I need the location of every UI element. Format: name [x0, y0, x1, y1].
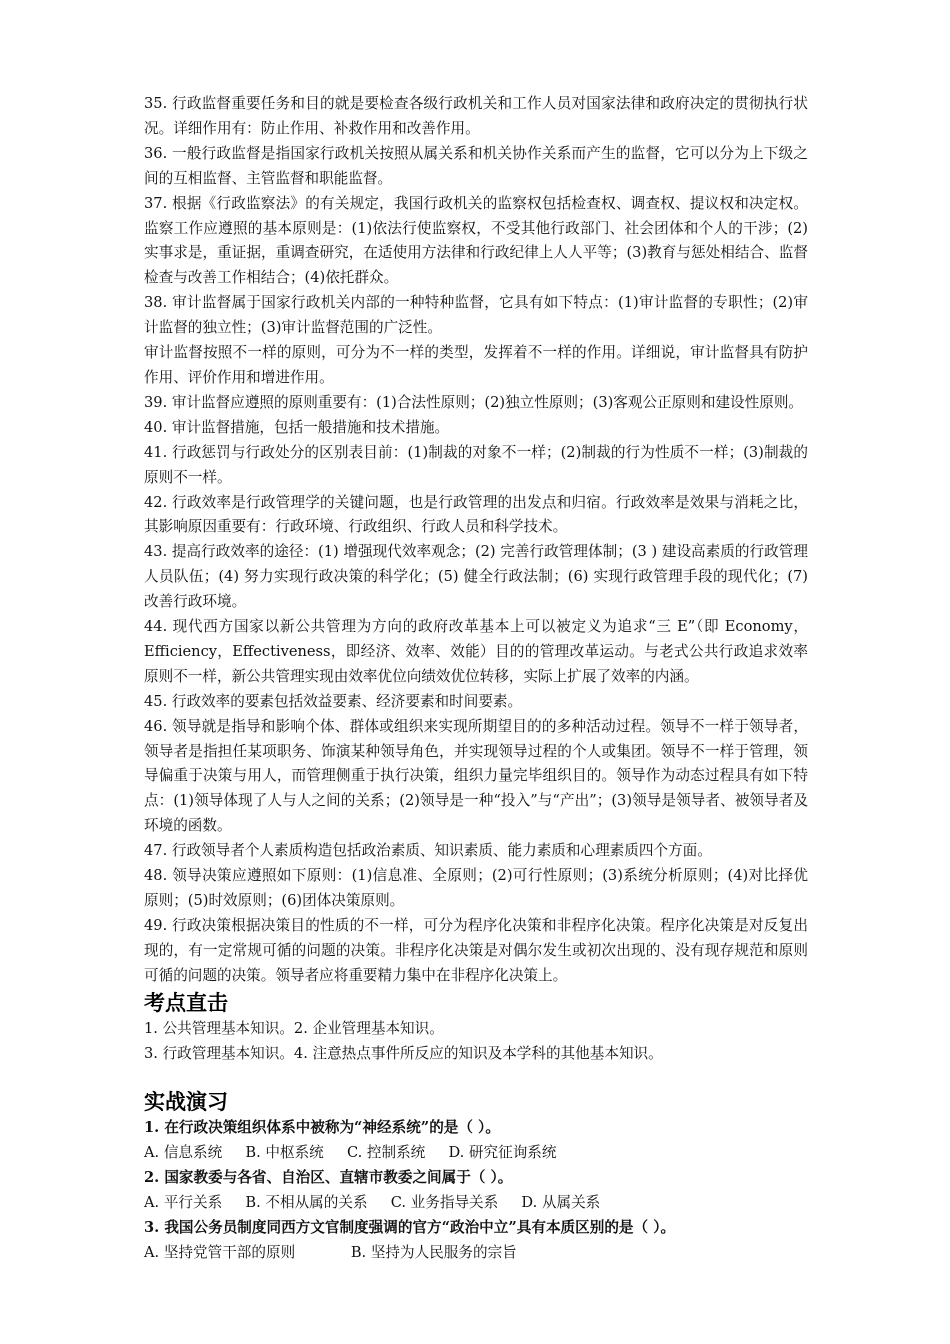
question-2-options: A. 平行关系 B. 不相从属的关系 C. 业务指导关系 D. 从属关系 — [144, 1194, 601, 1212]
paragraph-43: 43. 提高行政效率的途径：(1) 增强现代效率观念；(2) 完善行政管理体制；(3 ) 建设高素质的行政管理人员队伍；(4) 努力实现行政决策的科学化；(5) 健全行政法制；(6) 实现行政管理手段的现代化；(7) 改善行政环境。 — [144, 543, 808, 611]
paragraph-44: 44. 现代西方国家以新公共管理为方向的政府改革基本上可以被定义为追求“三 E”（即 Economy，Efficiency，Effectiveness，即经济、效率、效能）目的的管理改革运动。与老式公共行政追求效率原则不一样，新公共管理实现由效率优位向绩效优位转移，实际上扩展了效率的内涵。 — [144, 618, 808, 685]
paragraph-38-cont: 审计监督按照不一样的原则，可分为不一样的类型，发挥着不一样的作用。详细说，审计监督具有防护作用、评价作用和增进作用。 — [144, 344, 808, 386]
paragraph-49: 49. 行政决策根据决策目的性质的不一样，可分为程序化决策和非程序化决策。程序化决策是对反复出现的，有一定常规可循的问题的决策。非程序化决策是对偶尔发生或初次出现的、没有现存规范和原则可循的问题的决策。领导者应将重要精力集中在非程序化决策上。 — [144, 916, 808, 984]
document-page — [144, 92, 808, 1266]
paragraph-47: 47. 行政领导者个人素质构造包括政治素质、知识素质、能力素质和心理素质四个方面。 — [144, 842, 712, 860]
kaodian-line-1: 1. 公共管理基本知识。2. 企业管理基本知识。 — [144, 1019, 444, 1037]
paragraph-36: 36. 一般行政监督是指国家行政机关按照从属关系和机关协作关系而产生的监督，它可以分为上下级之间的互相监督、主管监督和职能监督。 — [144, 144, 808, 187]
paragraph-35: 35. 行政监督重要任务和目的就是要检查各级行政机关和工作人员对国家法律和政府决定的贯彻执行状况。详细作用有：防止作用、补救作用和改善作用。 — [144, 95, 808, 137]
paragraph-37: 37. 根据《行政监察法》的有关规定，我国行政机关的监察权包括检查权、调查权、提议权和决定权。监察工作应遵照的基本原则是：(1)依法行使监察权，不受其他行政部门、社会团体和个人的干涉；(2)实事求是，重证据，重调查研究，在适使用方法律和行政纪律上人人平等；(3)教育与惩处相结合、监督检查与改善工作相结合；(4)依托群众。 — [144, 194, 808, 287]
question-1: 1. 在行政决策组织体系中被称为“神经系统”的是（ ）。 — [144, 1119, 500, 1137]
paragraph-38: 38. 审计监督属于国家行政机关内部的一种特种监督，它具有如下特点：(1)审计监督的专职性；(2)审计监督的独立性；(3)审计监督范围的广泛性。 — [144, 294, 808, 337]
paragraph-45: 45. 行政效率的要素包括效益要素、经济要素和时间要素。 — [144, 692, 523, 710]
question-1-options: A. 信息系统 B. 中枢系统 C. 控制系统 D. 研究征询系统 — [144, 1144, 557, 1162]
question-2: 2. 国家教委与各省、自治区、直辖市教委之间属于（ ）。 — [144, 1169, 513, 1187]
paragraph-42: 42. 行政效率是行政管理学的关键问题，也是行政管理的出发点和归宿。行政效率是效果与消耗之比，其影响原因重要有：行政环境、行政组织、行政人员和科学技术。 — [144, 493, 808, 536]
question-3-options: A. 坚持党管干部的原则 B. 坚持为人民服务的宗旨 — [144, 1243, 517, 1261]
section-heading-shizhan: 实战演习 — [144, 1090, 228, 1115]
section-heading-kaodian: 考点直击 — [144, 990, 228, 1015]
kaodian-line-2: 3. 行政管理基本知识。4. 注意热点事件所反应的知识及本学科的其他基本知识。 — [144, 1044, 663, 1062]
knowledge-points — [144, 92, 808, 989]
paragraph-46: 46. 领导就是指导和影响个体、群体或组织来实现所期望目的的多种活动过程。领导不一样于领导者，领导者是指担任某项职务、饰演某种领导角色，并实现领导过程的个人或集团。领导不一样于管理，领导偏重于决策与用人，而管理侧重于执行决策，组织力量完毕组织目的。领导作为动态过程具有如下特点：(1)领导体现了人与人之间的关系；(2)领导是一种“投入”与“产出”；(3)领导是领导者、被领导者及环境的函数。 — [144, 717, 808, 835]
paragraph-48: 48. 领导决策应遵照如下原则：(1)信息准、全原则；(2)可行性原则；(3)系统分析原则；(4)对比择优原则；(5)时效原则；(6)团体决策原则。 — [144, 867, 808, 909]
paragraph-41: 41. 行政惩罚与行政处分的区别表目前：(1)制裁的对象不一样；(2)制裁的行为性质不一样；(3)制裁的原则不一样。 — [144, 443, 808, 486]
question-3: 3. 我国公务员制度同西方文官制度强调的官方“政治中立”具有本质区别的是（ ）。 — [144, 1219, 676, 1237]
paragraph-39: 39. 审计监督应遵照的原则重要有：(1)合法性原则；(2)独立性原则；(3)客观公正原则和建设性原则。 — [144, 393, 804, 411]
paragraph-40: 40. 审计监督措施，包括一般措施和技术措施。 — [144, 418, 450, 436]
